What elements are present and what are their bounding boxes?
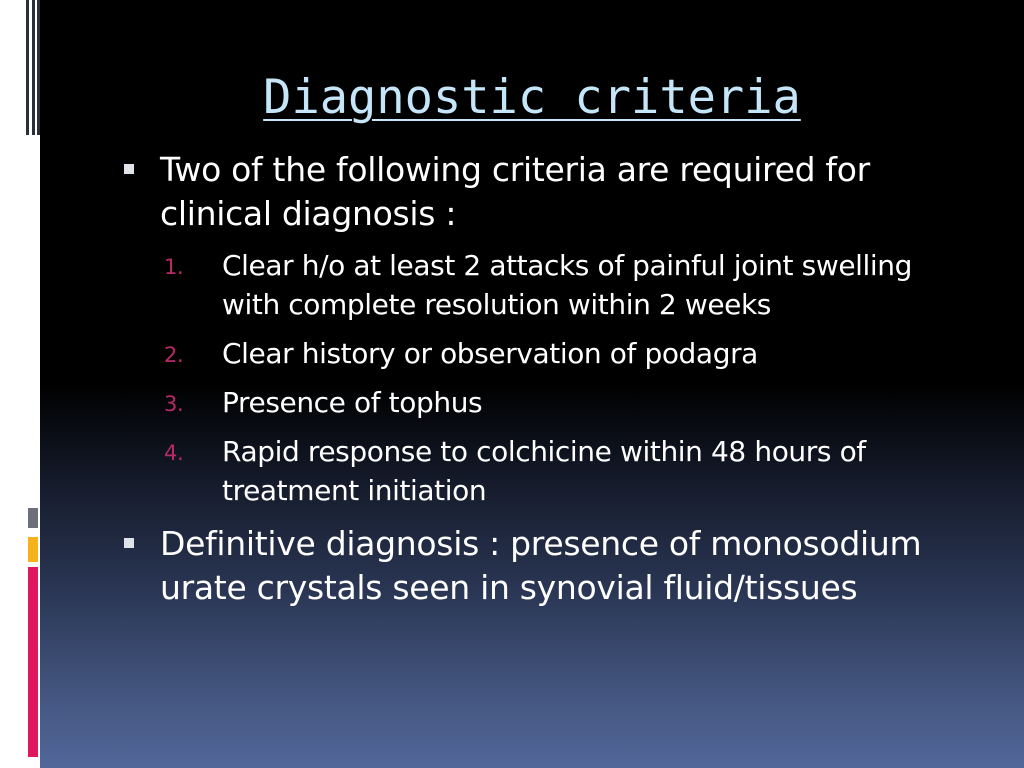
bullet-point bbox=[120, 522, 970, 610]
list-item bbox=[120, 246, 970, 324]
slide-body bbox=[120, 148, 970, 610]
bullet-point bbox=[120, 148, 970, 236]
decor-bar bbox=[26, 0, 29, 135]
list-item-text: Clear history or observation of podagra bbox=[222, 337, 758, 370]
numbered-list bbox=[120, 246, 970, 510]
decor-yellow-block bbox=[28, 537, 38, 562]
list-item-text: Presence of tophus bbox=[222, 386, 483, 419]
list-number: 3. bbox=[164, 392, 184, 416]
list-number: 2. bbox=[164, 343, 184, 367]
list-item bbox=[120, 334, 970, 373]
list-item bbox=[120, 432, 970, 510]
top-left-decoration bbox=[26, 0, 40, 135]
decor-gray-block bbox=[28, 508, 38, 528]
decor-pink-bar bbox=[28, 567, 38, 757]
decor-bar bbox=[32, 0, 35, 135]
list-number: 1. bbox=[164, 255, 184, 279]
slide-title: Diagnostic criteria bbox=[263, 70, 801, 125]
list-item bbox=[120, 383, 970, 422]
list-number: 4. bbox=[164, 441, 184, 465]
square-bullet-icon bbox=[124, 538, 134, 548]
bullet-text: Definitive diagnosis : presence of monosodium urate crystals seen in synovial fluid/tissues bbox=[160, 524, 922, 607]
list-item-text: Rapid response to colchicine within 48 hours of treatment initiation bbox=[222, 435, 866, 507]
square-bullet-icon bbox=[124, 164, 134, 174]
list-item-text: Clear h/o at least 2 attacks of painful joint swelling with complete resolution within 2 weeks bbox=[222, 249, 913, 321]
bullet-text: Two of the following criteria are required for clinical diagnosis : bbox=[160, 150, 870, 233]
